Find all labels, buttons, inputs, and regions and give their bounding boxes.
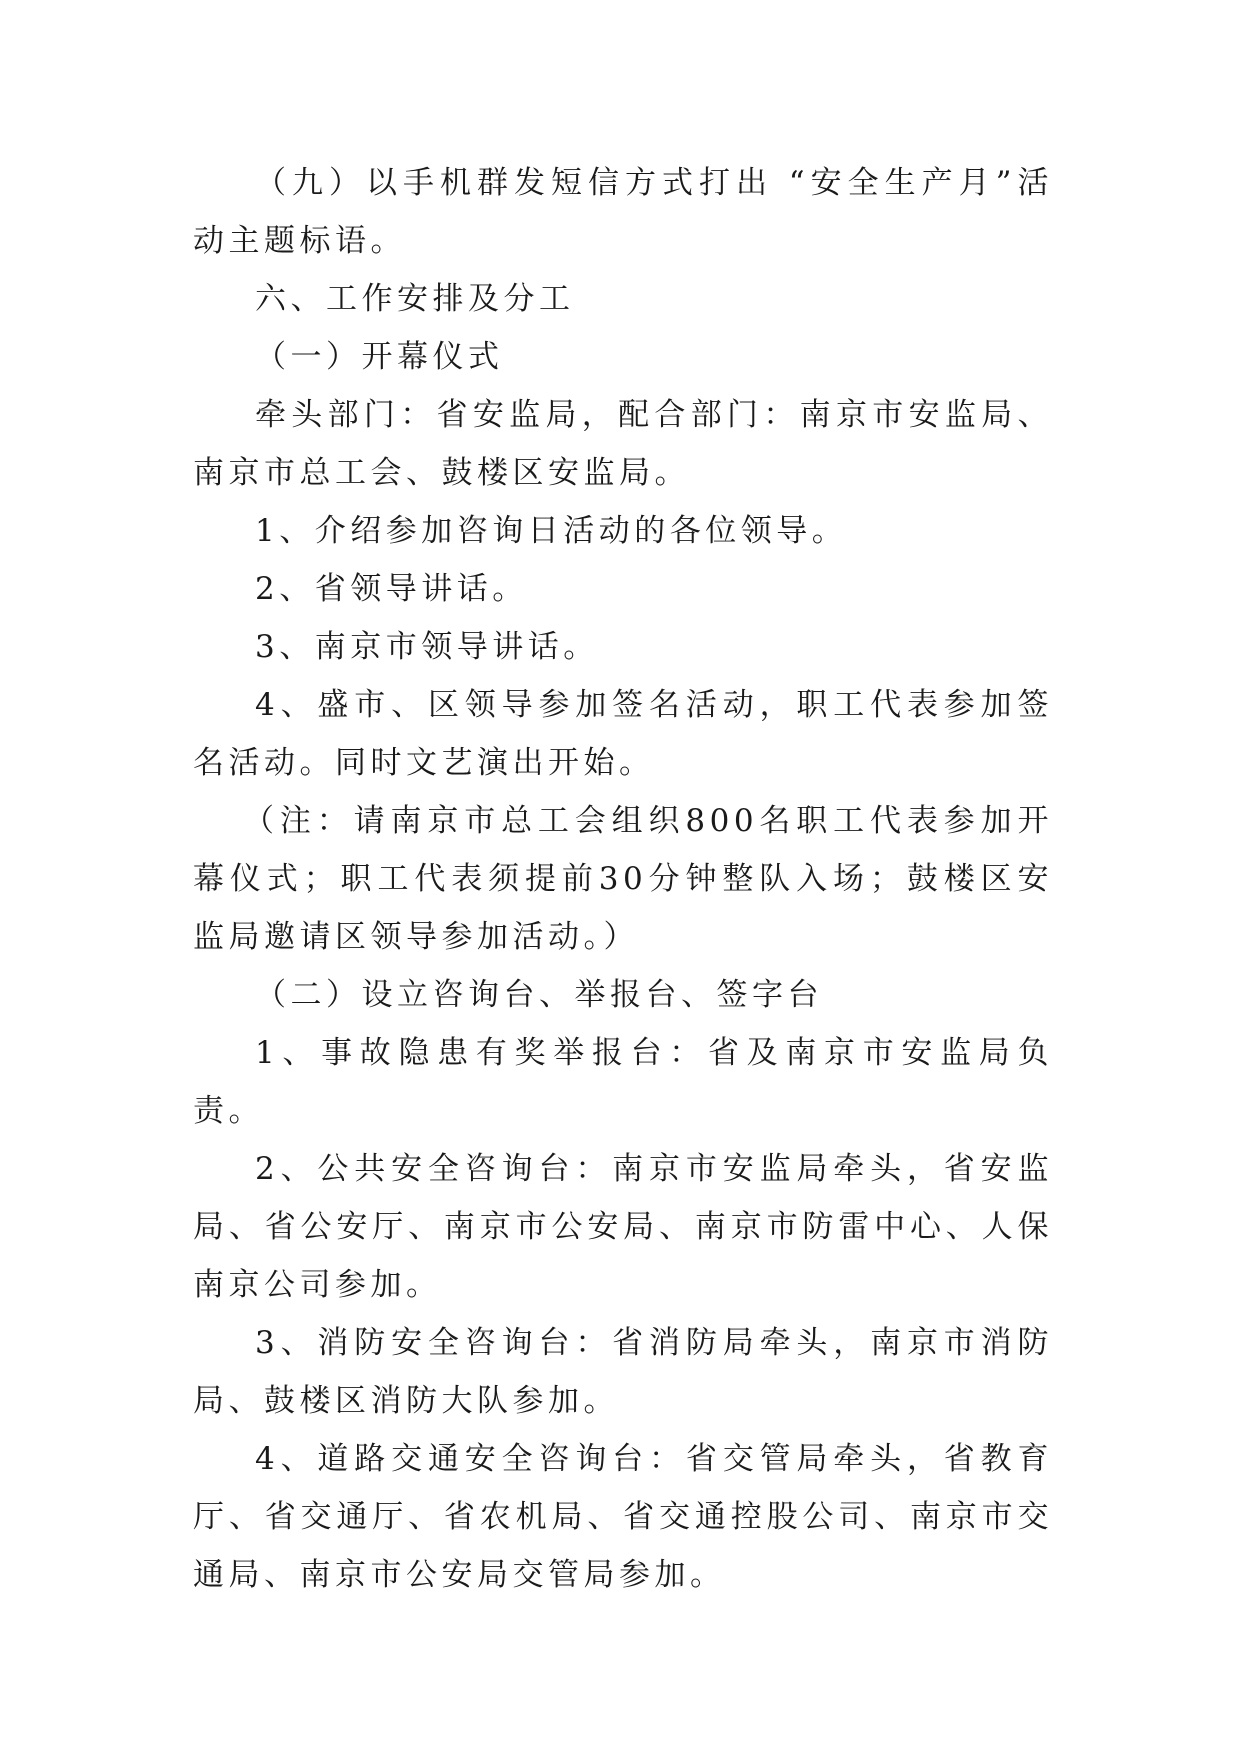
paragraph-note: （注：请南京市总工会组织800名职工代表参加开幕仪式；职工代表须提前30分钟整队入场；鼓楼区安监局邀请区领导参加活动。） — [193, 803, 1053, 955]
list-item-public-safety-desk: 2、公共安全咨询台：南京市安监局牵头，省安监局、省公安厅、南京市公安局、南京市防雷中心、人保南京公司参加。 — [193, 1151, 1053, 1303]
list-item-reporting-desk: 1、事故隐患有奖举报台：省及南京市安监局负责。 — [193, 1035, 1053, 1129]
document-body — [193, 154, 1053, 1604]
subsection-heading-consultation-desks: （二）设立咨询台、举报台、签字台 — [255, 977, 823, 1013]
list-item-traffic-safety-desk: 4、道路交通安全咨询台：省交管局牵头，省教育厅、省交通厅、省农机局、省交通控股公司、南京市交通局、南京市公安局交管局参加。 — [193, 1441, 1053, 1593]
list-item-signing-activity: 4、盛市、区领导参加签名活动，职工代表参加签名活动。同时文艺演出开始。 — [193, 687, 1053, 781]
paragraph-lead-departments: 牵头部门：省安监局，配合部门：南京市安监局、南京市总工会、鼓楼区安监局。 — [193, 397, 1053, 491]
section-heading-work-arrangement: 六、工作安排及分工 — [255, 281, 575, 317]
paragraph-sms-slogan: （九）以手机群发短信方式打出 “安全生产月”活动主题标语。 — [193, 165, 1053, 259]
list-item-fire-safety-desk: 3、消防安全咨询台：省消防局牵头，南京市消防局、鼓楼区消防大队参加。 — [193, 1325, 1053, 1419]
list-item-city-speech: 3、南京市领导讲话。 — [255, 629, 599, 665]
list-item-introduce-leaders: 1、介绍参加咨询日活动的各位领导。 — [255, 513, 848, 549]
list-item-provincial-speech: 2、省领导讲话。 — [255, 571, 528, 607]
subsection-heading-opening-ceremony: （一）开幕仪式 — [255, 339, 504, 375]
